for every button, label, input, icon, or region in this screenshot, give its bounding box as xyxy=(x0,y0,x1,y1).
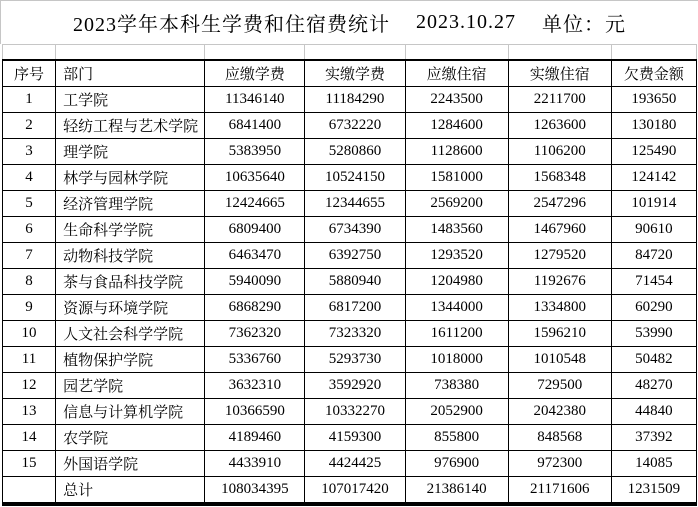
cell-housing-paid: 1467960 xyxy=(508,217,611,243)
cell-department: 生命科学学院 xyxy=(56,217,205,243)
table-row xyxy=(3,87,697,113)
column-header-department: 部门 xyxy=(56,60,205,87)
cell-tuition-paid: 12344655 xyxy=(305,191,405,217)
cell-tuition-paid: 6734390 xyxy=(305,217,405,243)
cell-housing-due: 1483560 xyxy=(405,217,508,243)
cell-tuition-due: 4189460 xyxy=(205,425,305,451)
cell-housing-paid: 1192676 xyxy=(508,269,611,295)
cell-tuition-paid: 6732220 xyxy=(305,113,405,139)
cell-arrears: 44840 xyxy=(611,399,696,425)
spacer-cell xyxy=(3,45,56,61)
table-body xyxy=(3,87,697,505)
cell-index: 10 xyxy=(3,321,56,347)
cell-tuition-paid: 4159300 xyxy=(305,425,405,451)
cell-arrears: 14085 xyxy=(611,451,696,477)
spacer-row xyxy=(3,45,697,61)
table-row xyxy=(3,243,697,269)
cell-housing-paid: 729500 xyxy=(508,373,611,399)
cell-tuition-due: 108034395 xyxy=(205,477,305,505)
cell-housing-paid: 972300 xyxy=(508,451,611,477)
cell-tuition-due: 6841400 xyxy=(205,113,305,139)
cell-tuition-due: 3632310 xyxy=(205,373,305,399)
table-row xyxy=(3,295,697,321)
cell-arrears: 124142 xyxy=(611,165,696,191)
cell-tuition-due: 6809400 xyxy=(205,217,305,243)
title-date: 2023.10.27 xyxy=(416,11,516,33)
cell-tuition-paid: 10524150 xyxy=(305,165,405,191)
cell-arrears: 130180 xyxy=(611,113,696,139)
spacer-cell xyxy=(405,45,508,61)
column-header-housing-paid: 实缴住宿 xyxy=(508,60,611,87)
cell-tuition-due: 10635640 xyxy=(205,165,305,191)
cell-index: 6 xyxy=(3,217,56,243)
cell-department: 外国语学院 xyxy=(56,451,205,477)
cell-arrears: 125490 xyxy=(611,139,696,165)
cell-tuition-due: 12424665 xyxy=(205,191,305,217)
cell-arrears: 84720 xyxy=(611,243,696,269)
table-row xyxy=(3,217,697,243)
cell-tuition-due: 6463470 xyxy=(205,243,305,269)
cell-department: 总计 xyxy=(56,477,205,505)
cell-housing-paid: 2211700 xyxy=(508,87,611,113)
table-row-total xyxy=(3,477,697,505)
cell-housing-due: 1018000 xyxy=(405,347,508,373)
cell-housing-paid: 1596210 xyxy=(508,321,611,347)
fee-table xyxy=(2,44,697,506)
cell-housing-due: 2243500 xyxy=(405,87,508,113)
cell-department: 信息与计算机学院 xyxy=(56,399,205,425)
cell-index: 11 xyxy=(3,347,56,373)
cell-housing-paid: 1106200 xyxy=(508,139,611,165)
column-header-arrears: 欠费金额 xyxy=(611,60,696,87)
cell-department: 工学院 xyxy=(56,87,205,113)
cell-index: 2 xyxy=(3,113,56,139)
cell-tuition-paid: 4424425 xyxy=(305,451,405,477)
cell-tuition-due: 7362320 xyxy=(205,321,305,347)
cell-department: 农学院 xyxy=(56,425,205,451)
cell-housing-due: 1581000 xyxy=(405,165,508,191)
table-row xyxy=(3,451,697,477)
cell-department: 轻纺工程与艺术学院 xyxy=(56,113,205,139)
cell-arrears: 60290 xyxy=(611,295,696,321)
cell-department: 林学与园林学院 xyxy=(56,165,205,191)
cell-tuition-paid: 3592920 xyxy=(305,373,405,399)
table-row xyxy=(3,113,697,139)
cell-index: 8 xyxy=(3,269,56,295)
cell-tuition-paid: 6392750 xyxy=(305,243,405,269)
cell-tuition-due: 5336760 xyxy=(205,347,305,373)
cell-tuition-due: 11346140 xyxy=(205,87,305,113)
cell-housing-paid: 2547296 xyxy=(508,191,611,217)
cell-housing-due: 1204980 xyxy=(405,269,508,295)
header-row xyxy=(3,60,697,87)
table-row xyxy=(3,321,697,347)
spacer-cell xyxy=(611,45,696,61)
cell-tuition-paid: 107017420 xyxy=(305,477,405,505)
spacer-cell xyxy=(56,45,205,61)
cell-department: 园艺学院 xyxy=(56,373,205,399)
cell-housing-paid: 848568 xyxy=(508,425,611,451)
cell-tuition-paid: 10332270 xyxy=(305,399,405,425)
table-row xyxy=(3,399,697,425)
spacer-cell xyxy=(508,45,611,61)
cell-index: 15 xyxy=(3,451,56,477)
table-row xyxy=(3,373,697,399)
cell-tuition-due: 10366590 xyxy=(205,399,305,425)
cell-index: 3 xyxy=(3,139,56,165)
table-row xyxy=(3,269,697,295)
cell-index: 1 xyxy=(3,87,56,113)
cell-arrears: 71454 xyxy=(611,269,696,295)
cell-housing-due: 1344000 xyxy=(405,295,508,321)
cell-tuition-paid: 6817200 xyxy=(305,295,405,321)
table-row xyxy=(3,165,697,191)
cell-department: 资源与环境学院 xyxy=(56,295,205,321)
cell-tuition-due: 5940090 xyxy=(205,269,305,295)
cell-arrears: 193650 xyxy=(611,87,696,113)
cell-housing-paid: 1568348 xyxy=(508,165,611,191)
cell-tuition-paid: 5880940 xyxy=(305,269,405,295)
cell-index xyxy=(3,477,56,505)
cell-tuition-due: 6868290 xyxy=(205,295,305,321)
cell-index: 12 xyxy=(3,373,56,399)
cell-department: 植物保护学院 xyxy=(56,347,205,373)
cell-housing-due: 21386140 xyxy=(405,477,508,505)
cell-index: 13 xyxy=(3,399,56,425)
cell-arrears: 50482 xyxy=(611,347,696,373)
cell-arrears: 101914 xyxy=(611,191,696,217)
cell-housing-paid: 1010548 xyxy=(508,347,611,373)
cell-department: 动物科技学院 xyxy=(56,243,205,269)
cell-tuition-paid: 11184290 xyxy=(305,87,405,113)
cell-tuition-due: 5383950 xyxy=(205,139,305,165)
cell-index: 4 xyxy=(3,165,56,191)
cell-housing-paid: 21171606 xyxy=(508,477,611,505)
cell-housing-due: 1611200 xyxy=(405,321,508,347)
cell-housing-due: 1284600 xyxy=(405,113,508,139)
cell-housing-due: 976900 xyxy=(405,451,508,477)
cell-tuition-paid: 5293730 xyxy=(305,347,405,373)
cell-housing-due: 1293520 xyxy=(405,243,508,269)
cell-housing-paid: 1334800 xyxy=(508,295,611,321)
spacer-cell xyxy=(205,45,305,61)
table-row xyxy=(3,347,697,373)
cell-housing-paid: 2042380 xyxy=(508,399,611,425)
column-header-housing-due: 应缴住宿 xyxy=(405,60,508,87)
cell-index: 9 xyxy=(3,295,56,321)
cell-housing-due: 1128600 xyxy=(405,139,508,165)
cell-housing-paid: 1279520 xyxy=(508,243,611,269)
column-header-tuition-paid: 实缴学费 xyxy=(305,60,405,87)
cell-department: 理学院 xyxy=(56,139,205,165)
cell-housing-due: 855800 xyxy=(405,425,508,451)
cell-index: 7 xyxy=(3,243,56,269)
cell-housing-due: 738380 xyxy=(405,373,508,399)
cell-department: 茶与食品科技学院 xyxy=(56,269,205,295)
cell-arrears: 90610 xyxy=(611,217,696,243)
cell-housing-due: 2569200 xyxy=(405,191,508,217)
cell-arrears: 48270 xyxy=(611,373,696,399)
page-title: 2023学年本科生学费和住宿费统计 xyxy=(73,14,390,36)
spacer-cell xyxy=(305,45,405,61)
cell-tuition-due: 4433910 xyxy=(205,451,305,477)
title-unit-label: 单位：元 xyxy=(542,14,626,36)
cell-index: 14 xyxy=(3,425,56,451)
cell-arrears: 1231509 xyxy=(611,477,696,505)
cell-arrears: 37392 xyxy=(611,425,696,451)
table-row xyxy=(3,425,697,451)
cell-department: 经济管理学院 xyxy=(56,191,205,217)
cell-housing-paid: 1263600 xyxy=(508,113,611,139)
cell-department: 人文社会科学学院 xyxy=(56,321,205,347)
table-row xyxy=(3,191,697,217)
cell-tuition-paid: 5280860 xyxy=(305,139,405,165)
column-header-tuition-due: 应缴学费 xyxy=(205,60,305,87)
cell-housing-due: 2052900 xyxy=(405,399,508,425)
cell-tuition-paid: 7323320 xyxy=(305,321,405,347)
title-row xyxy=(0,0,698,44)
column-header-index: 序号 xyxy=(3,60,56,87)
table-row xyxy=(3,139,697,165)
cell-index: 5 xyxy=(3,191,56,217)
cell-arrears: 53990 xyxy=(611,321,696,347)
